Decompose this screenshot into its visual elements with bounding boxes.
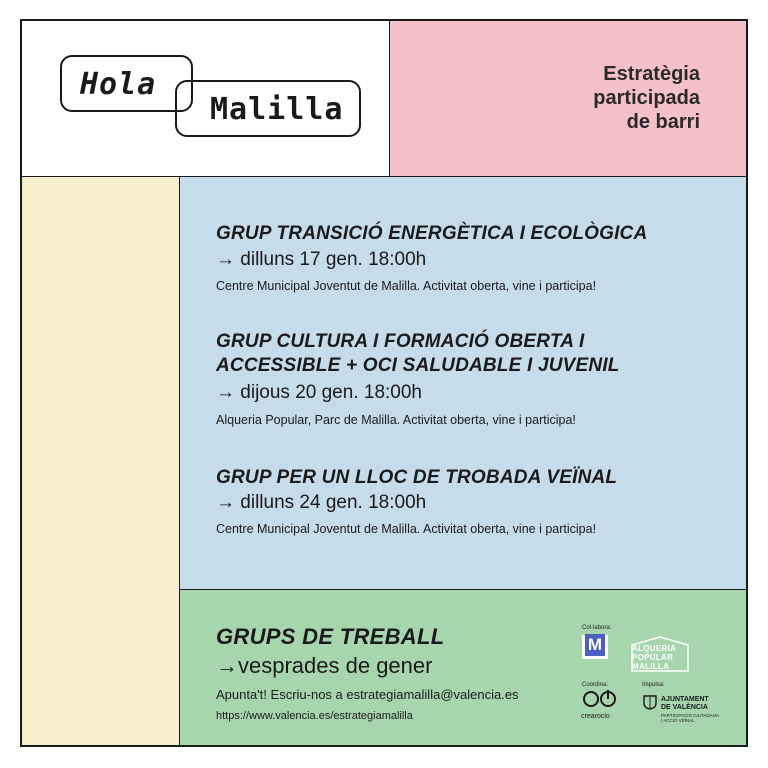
tagline-line-2: participada [593,87,700,109]
footer-cta: Apunta't! Escriu-nos a estrategiamalilla@valencia.es [216,687,519,702]
group-3-date: → dilluns 24 gen. 18:00h [216,492,427,513]
alqueria-logo-text: ALQUERIA POPULAR MALILLA [632,644,677,671]
city-shield-icon [643,694,657,710]
footer-url[interactable]: https://www.valencia.es/estrategiamalilla [216,710,413,722]
ajuntament-logo-text: AJUNTAMENT DE VALÈNCIA [661,696,709,711]
tagline [593,62,700,134]
ajuntament-logo-subtext: PARTICIPACIÓ CIUTADANA I ACCIÓ VEÏNAL [661,713,719,723]
crearocio-logo-text: crearocio [581,713,610,720]
tagline-line-1: Estratègia [603,63,700,85]
crearocio-logo-icon [581,690,621,708]
group-1-place: Centre Municipal Joventut de Malilla. Activitat oberta, vine i participa! [216,279,597,293]
m-logo-icon: M [585,634,605,656]
group-3-place: Centre Municipal Joventut de Malilla. Activitat oberta, vine i participa! [216,522,597,536]
impulsa-label: Impulsa: [642,682,665,688]
footer-title: GRUPS DE TREBALL [216,624,445,649]
tagline-line-3: de barri [626,111,700,133]
group-2-date: → dijous 20 gen. 18:00h [216,382,422,403]
footer-subtitle: →vesprades de gener [216,653,433,678]
group-1-date: → dilluns 17 gen. 18:00h [216,249,427,270]
logo-word-hola: Hola [80,67,157,102]
colabora-label: Col·labora: [582,625,612,631]
group-3-title: GRUP PER UN LLOC DE TROBADA VEÏNAL [216,467,618,488]
group-2-title-line-1: GRUP CULTURA I FORMACIÓ OBERTA I [216,331,585,352]
logo-word-malilla: Malilla [210,92,344,127]
group-2-title-line-2: ACCESSIBLE + OCI SALUDABLE I JUVENIL [216,355,620,376]
group-1-title: GRUP TRANSICIÓ ENERGÈTICA I ECOLÒGICA [216,223,648,244]
coordina-label: Coordina: [582,682,609,688]
group-2-place: Alqueria Popular, Parc de Malilla. Activitat oberta, vine i participa! [216,413,576,427]
